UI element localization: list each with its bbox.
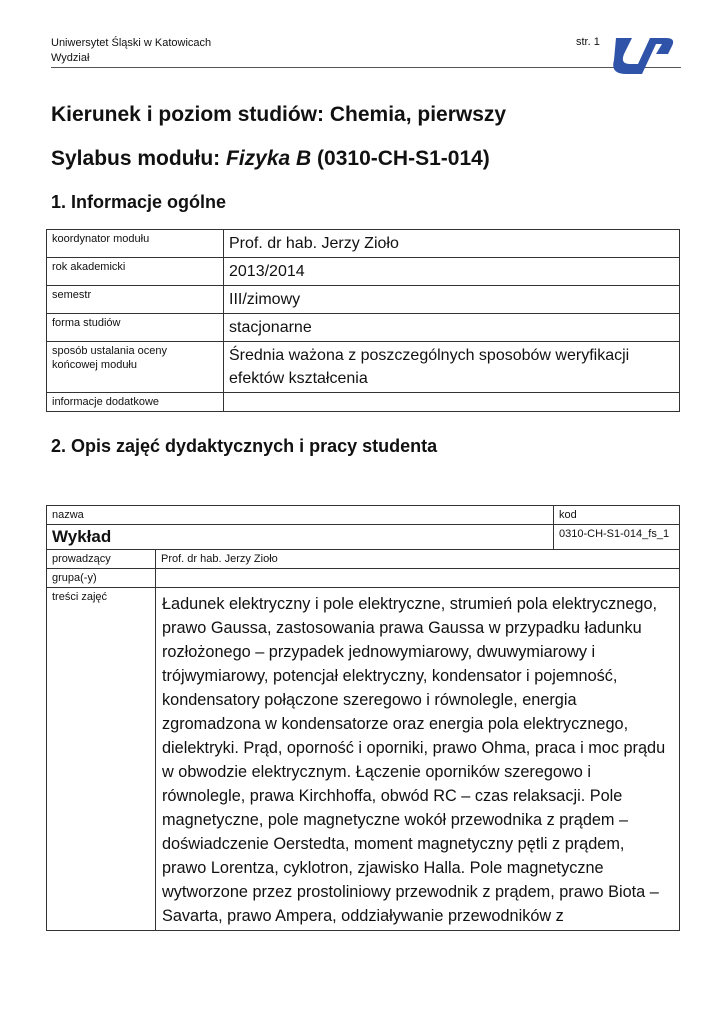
table-row: [47, 506, 680, 525]
course-name: Wykład: [47, 525, 554, 550]
info-value: stacjonarne: [224, 314, 680, 342]
course-code: 0310-CH-S1-014_fs_1: [554, 525, 680, 550]
code-header: kod: [554, 506, 680, 525]
section-course-description-heading: 2. Opis zajęć dydaktycznych i pracy studenta: [51, 436, 438, 456]
info-label: forma studiów: [47, 314, 224, 342]
table-row: [47, 258, 680, 286]
lecturer-value: Prof. dr hab. Jerzy Zioło: [156, 550, 680, 569]
table-row: [47, 314, 680, 342]
table-row: [47, 230, 680, 258]
info-label: sposób ustalania oceny końcowej modułu: [47, 342, 224, 393]
info-label: informacje dodatkowe: [47, 393, 224, 412]
table-row: [47, 588, 680, 931]
lecturer-label: prowadzący: [47, 550, 156, 569]
university-name: Uniwersytet Śląski w Katowicach: [51, 37, 212, 49]
department-name: Wydział: [51, 52, 90, 64]
group-value: [156, 569, 680, 588]
table-row: [47, 525, 680, 550]
module-name: Fizyka B: [226, 147, 312, 170]
header-text: [51, 36, 211, 66]
content-label: treści zajęć: [47, 588, 156, 931]
course-table: [46, 505, 680, 931]
table-row: [47, 393, 680, 412]
header-divider: [51, 67, 681, 68]
table-row: [47, 342, 680, 393]
group-label: grupa(-y): [47, 569, 156, 588]
info-label: rok akademicki: [47, 258, 224, 286]
page-number: str. 1: [576, 36, 600, 48]
syllabus-title: Sylabus modułu: Fizyka B (0310-CH-S1-014): [51, 147, 490, 170]
table-row: [47, 569, 680, 588]
name-header: nazwa: [47, 506, 554, 525]
course-content: Ładunek elektryczny i pole elektryczne, strumień pola elektrycznego, prawo Gaussa, zastosowania prawa Gaussa w przypadku ładunku rozłożonego – przypadek jednowymiarowy, dwuwymiarowy i trójwymiarowy, potencjał elektryczny, kondensator i pojemność, kondensatory połączone szeregowo i równolegle, energia zgromadzona w kondensatorze oraz energia pola elektrycznego, dielektryki. Prąd, oporność i oporniki, prawo Ohma, praca i moc prądu w obwodzie elektrycznym. Łączenie oporników szeregowo i równolegle, prawa Kirchhoffa, obwód RC – czas relaksacji. Pole magnetyczne, pole magnetyczne wokół przewodnika z prądem – doświadczenie Oerstedta, moment magnetyczny pętli z prądem, prawo Lorentza, cyklotron, zjawisko Halla. Pole magnetyczne wytworzone przez prostoliniowy przewodnik z prądem, prawo Biota – Savarta, prawo Ampera, oddziaływanie przewodników z: [156, 588, 680, 931]
table-row: [47, 286, 680, 314]
program-title: Kierunek i poziom studiów: Chemia, pierwszy: [51, 103, 507, 126]
general-info-table: [46, 229, 680, 412]
info-value: 2013/2014: [224, 258, 680, 286]
section-general-info-heading: 1. Informacje ogólne: [51, 192, 227, 212]
info-label: semestr: [47, 286, 224, 314]
info-value: [224, 393, 680, 412]
university-logo-icon: [610, 32, 678, 76]
info-value: Prof. dr hab. Jerzy Zioło: [224, 230, 680, 258]
table-row: [47, 550, 680, 569]
info-value: Średnia ważona z poszczególnych sposobów weryfikacji efektów kształcenia: [224, 342, 680, 393]
info-value: III/zimowy: [224, 286, 680, 314]
info-label: koordynator modułu: [47, 230, 224, 258]
